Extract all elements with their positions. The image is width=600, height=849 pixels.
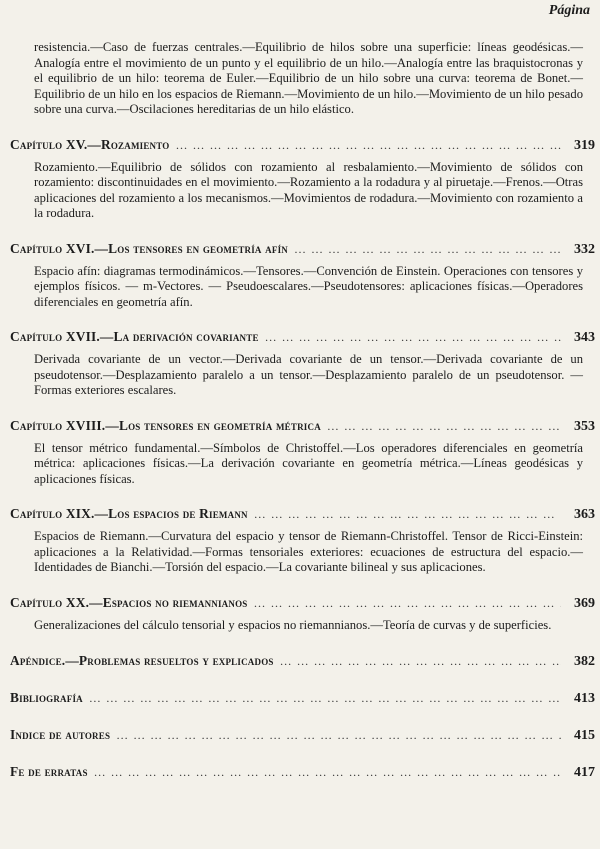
page-number: 363 — [574, 507, 595, 522]
chapter-entry — [10, 595, 595, 634]
dot-leader — [89, 691, 561, 706]
chapter-heading-line — [10, 418, 595, 435]
chapter-title: Capítulo XV.—Rozamiento — [10, 136, 170, 152]
chapter-description: Espacios de Riemann.—Curvatura del espacio y tensor de Riemann-Christoffel. Tensor de Ricci-Einstein: aplicaciones a la Relatividad.—Formas tensoriales exteriores: ecuaciones de estructura del espacio.—Identidades de Bianchi.—Torsión del espacio.—La covariante bilineal y sus aplicaciones. — [34, 529, 583, 574]
page-number: 369 — [574, 595, 595, 611]
chapter-title: Capítulo XIX.—Los espacios de Riemann — [10, 506, 248, 521]
chapter-heading-line — [10, 506, 595, 523]
chapter-entry — [10, 329, 595, 399]
chapter-entry — [10, 506, 595, 576]
chapter-title: Capítulo XVIII.—Los tensores en geometría métrica — [10, 417, 321, 433]
chapter-heading-line — [10, 595, 595, 612]
chapter-heading-line — [10, 137, 595, 154]
dot-leader — [176, 138, 562, 153]
page-number: 353 — [574, 418, 595, 434]
intro-description: resistencia.—Caso de fuerzas centrales.—Equilibrio de hilos sobre una superficie: líneas geodésicas.—Analogía entre el movimiento de un punto y el equilibrio de un hilo.—Analogía entre las braquistocronas y el equilibrio de un hilo: teorema de Euler.—Equilibrio de un hilo sobre una curva: teorema de Bonet.—Equilibrio de un hilo en los espacios de Riemann.—Movimiento de un hilo.—Movimiento de un hilo pesado sobre una curva.—Oscilaciones hereditarias de un hilo elástico. — [34, 40, 583, 116]
chapter-description: El tensor métrico fundamental.—Símbolos de Christoffel.—Los operadores diferenciales en geometría métrica: aplicaciones físicas.—La derivación covariante en geometría métrica.—Líneas geodésicas y aplicaciones físicas. — [34, 440, 583, 486]
chapter-entry — [10, 137, 595, 222]
chapter-title: Capítulo XX.—Espacios no riemannianos — [10, 594, 248, 610]
page-number: 343 — [574, 330, 595, 345]
chapter-entry — [10, 241, 595, 311]
dot-leader — [253, 596, 561, 611]
appendix-title: Apéndice.—Problemas resueltos y explicados — [10, 653, 274, 668]
page-number: 417 — [574, 765, 595, 780]
page-number: 415 — [574, 728, 595, 743]
dot-leader — [94, 765, 561, 780]
bibliography-entry — [10, 690, 595, 707]
chapter-heading-line — [10, 329, 595, 346]
appendix-entry — [10, 653, 595, 670]
author-index-entry — [10, 727, 595, 744]
dot-leader — [327, 419, 561, 434]
dot-leader — [265, 330, 561, 345]
page-number: 413 — [574, 691, 595, 706]
chapter-description: Espacio afín: diagramas termodinámicos.—Tensores.—Convención de Einstein. Operaciones con tensores y ejemplos físicos. — m-Vectores. — Pseudoescalares.—Pseudotensores: aplicaciones físicas.—Operadores diferenciales en geometría afín. — [34, 263, 583, 309]
author-index-title: Indice de autores — [10, 727, 111, 742]
dot-leader — [294, 242, 561, 257]
table-of-contents — [10, 40, 595, 781]
chapter-title: Capítulo XVII.—La derivación covariante — [10, 329, 259, 344]
page-column-label: Página — [548, 3, 590, 18]
errata-entry — [10, 764, 595, 781]
bibliography-title: Bibliografía — [10, 690, 83, 705]
page-header — [0, 0, 600, 22]
chapter-description: Generalizaciones del cálculo tensorial y espacios no riemannianos.—Teoría de curvas y de superficies. — [34, 617, 552, 632]
page-number: 319 — [574, 137, 595, 153]
chapter-description: Rozamiento.—Equilibrio de sólidos con rozamiento al resbalamiento.—Movimiento de sólidos con rozamiento: discontinuidades en el movimiento.—Rozamiento a la rodadura y al piruetaje.—Frenos.—Otras aplicaciones del rozamiento a los mecanismos.—Movimientos de rodadura.—Movimiento con rozamiento a la rodadura. — [34, 159, 583, 220]
errata-title: Fe de erratas — [10, 764, 88, 779]
dot-leader — [116, 728, 561, 743]
dot-leader — [254, 507, 561, 522]
page-number: 332 — [574, 241, 595, 257]
chapter-description: Derivada covariante de un vector.—Derivada covariante de un tensor.—Derivada covariante de un pseudotensor.—Desplazamiento paralelo a un tensor.—Desplazamiento paralelo de un pseudotensor. — Formas exteriores escalares. — [34, 352, 583, 397]
chapter-title: Capítulo XVI.—Los tensores en geometría afín — [10, 240, 288, 256]
dot-leader — [280, 654, 561, 669]
page-number: 382 — [574, 654, 595, 669]
chapter-entry — [10, 418, 595, 488]
chapter-heading-line — [10, 241, 595, 258]
